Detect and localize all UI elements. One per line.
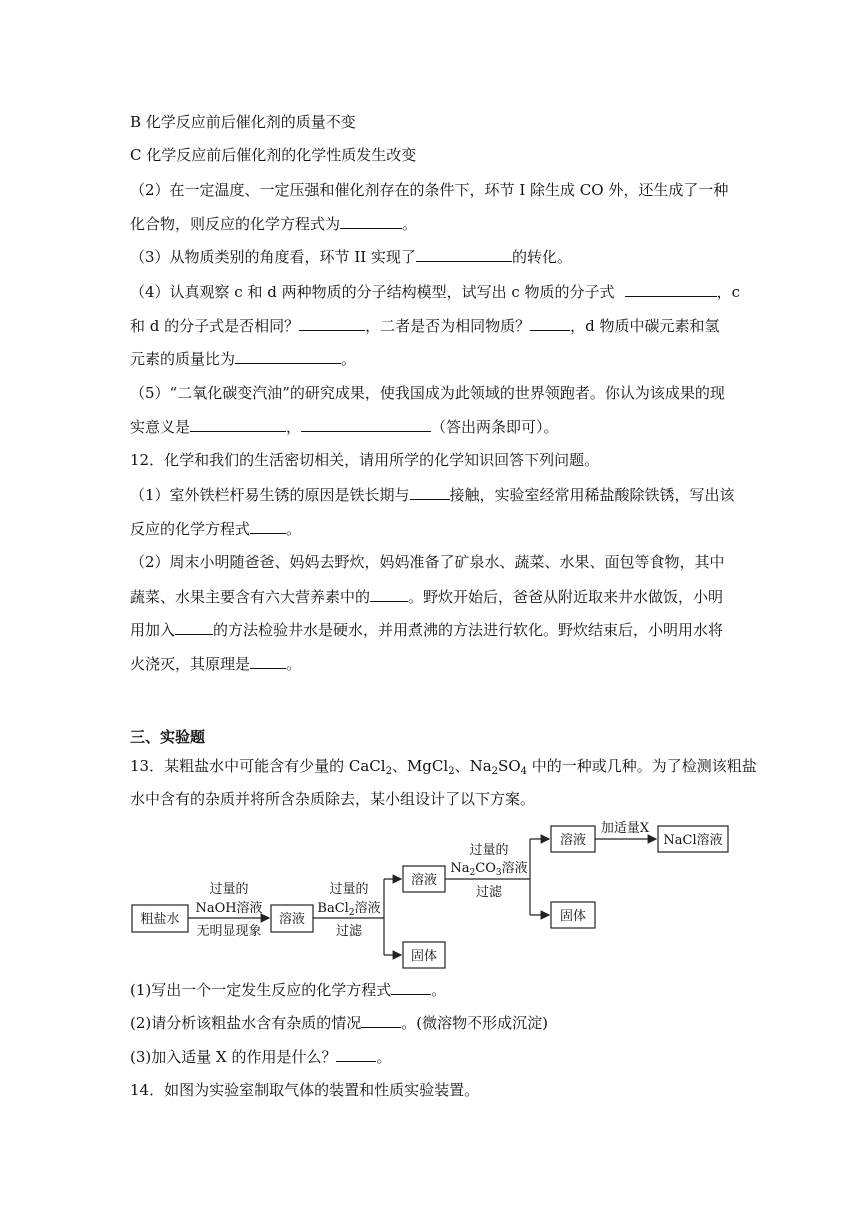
- step3-top-1: 过量的: [469, 843, 509, 858]
- answer-blank[interactable]: [340, 214, 402, 229]
- solid-2-label: 固体: [559, 909, 587, 924]
- answer-blank[interactable]: [301, 417, 431, 432]
- solution-2-label: 溶液: [410, 873, 438, 888]
- step1-bottom: 无明显现象: [196, 924, 262, 939]
- start-box: [132, 905, 188, 932]
- start-label: 粗盐水: [140, 912, 180, 927]
- solution-box-1: [271, 905, 313, 932]
- answer-blank[interactable]: [235, 349, 341, 364]
- end-label: NaCl溶液: [663, 833, 723, 848]
- q13-stem-line2: 水中含有的杂质并将所含杂质除去，某小组设计了以下方案。: [130, 790, 536, 808]
- q12-part2-line3: 用加入 的方法检验井水是硬水，并用煮沸的方法进行软化。野炊结束后，小明用水将: [130, 621, 724, 639]
- q12-stem: 12．化学和我们的生活密切相关，请用所学的化学知识回答下列问题。: [130, 451, 600, 469]
- answer-blank[interactable]: [336, 1047, 376, 1062]
- q12-part1-line2: 反应的化学方程式 。: [130, 520, 302, 538]
- solution-box-2: [403, 866, 445, 892]
- q11-part4-line3: 元素的质量比为 。: [130, 350, 357, 368]
- q13-part1: (1)写出一个一定发生反应的化学方程式 。: [130, 981, 447, 999]
- answer-blank[interactable]: [391, 980, 431, 995]
- q12-part2-line2: 蔬菜、水果主要含有六大营养素中的 。野炊开始后，爸爸从附近取来井水做饭，小明: [130, 588, 724, 606]
- step1-top-1: 过量的: [209, 882, 249, 897]
- q11-part5-line1: （5）“二氧化碳变汽油”的研究成果，使我国成为此领域的世界领跑者。你认为该成果的现: [130, 384, 725, 402]
- answer-blank[interactable]: [530, 316, 570, 331]
- end-box: [658, 826, 728, 852]
- solid-box-2: [551, 902, 595, 928]
- step2-top-2: BaCl$_2$溶液: [317, 901, 381, 918]
- step2-bottom: 过滤: [335, 924, 363, 939]
- solution-box-3: [551, 826, 595, 852]
- solid-box-1: [403, 942, 445, 968]
- q13-part2: (2)请分析该粗盐水含有杂质的情况 。(微溶物不形成沉淀): [130, 1014, 548, 1032]
- q11-part3-line: （3）从物质类别的角度看，环节 II 实现了 的转化。: [130, 248, 572, 266]
- q12-part1-line1: （1）室外铁栏杆易生锈的原因是铁长期与 接触，实验室经常用稀盐酸除铁锈，写出该: [130, 486, 735, 504]
- solid-1-label: 固体: [410, 949, 438, 964]
- option-c-line: C 化学反应前后催化剂的化学性质发生改变: [130, 146, 417, 164]
- q13-part3: (3)加入适量 X 的作用是什么？ 。: [130, 1048, 392, 1066]
- q11-part2-line2: 化合物，则反应的化学方程式为 。: [130, 215, 418, 233]
- q12-part2-line4: 火浇灭，其原理是 。: [130, 655, 302, 673]
- q11-part2-line1: （2）在一定温度、一定压强和催化剂存在的条件下，环节 I 除生成 CO 外，还生成了一种: [130, 181, 729, 199]
- q12-part2-line1: （2）周末小明随爸爸、妈妈去野炊，妈妈准备了矿泉水、蔬菜、水果、面包等食物，其中: [130, 553, 725, 571]
- answer-blank[interactable]: [190, 417, 286, 432]
- step3-bottom: 过滤: [475, 885, 503, 900]
- answer-blank[interactable]: [410, 485, 450, 500]
- q13-stem-line1: 13．某粗盐水中可能含有少量的 CaCl$_2$、MgCl$_2$、$Na_2SO_4$ 中的一种或几种。为了检测该粗盐: [130, 757, 757, 777]
- answer-blank[interactable]: [361, 1013, 401, 1028]
- answer-blank[interactable]: [625, 282, 717, 297]
- q11-part5-line2: 实意义是 ， （答出两条即可）。: [130, 418, 559, 436]
- option-b-line: B 化学反应前后催化剂的质量不变: [130, 113, 356, 131]
- solution-1-label: 溶液: [278, 912, 306, 927]
- step2-top-1: 过量的: [329, 882, 369, 897]
- step4-top: 加适量X: [600, 821, 650, 836]
- section-heading: 三、实验题: [130, 728, 206, 746]
- step1-top-2: NaOH溶液: [195, 901, 263, 916]
- step3-top-2: $Na_2CO_3$溶液: [450, 861, 528, 878]
- q11-part4-line1: （4）认真观察 c 和 d 两种物质的分子结构模型，试写出 c 物质的分子式 ，c: [130, 283, 740, 301]
- answer-blank[interactable]: [416, 247, 512, 262]
- answer-blank[interactable]: [250, 654, 286, 669]
- answer-blank[interactable]: [175, 620, 213, 635]
- answer-blank[interactable]: [370, 587, 408, 602]
- q14-stem: 14．如图为实验室制取气体的装置和性质实验装置。: [130, 1081, 480, 1099]
- q11-part4-line2: 和 d 的分子式是否相同？ ，二者是否为相同物质？ ，d 物质中碳元素和氢: [130, 317, 720, 335]
- answer-blank[interactable]: [250, 519, 286, 534]
- answer-blank[interactable]: [299, 316, 365, 331]
- solution-3-label: 溶液: [559, 833, 587, 848]
